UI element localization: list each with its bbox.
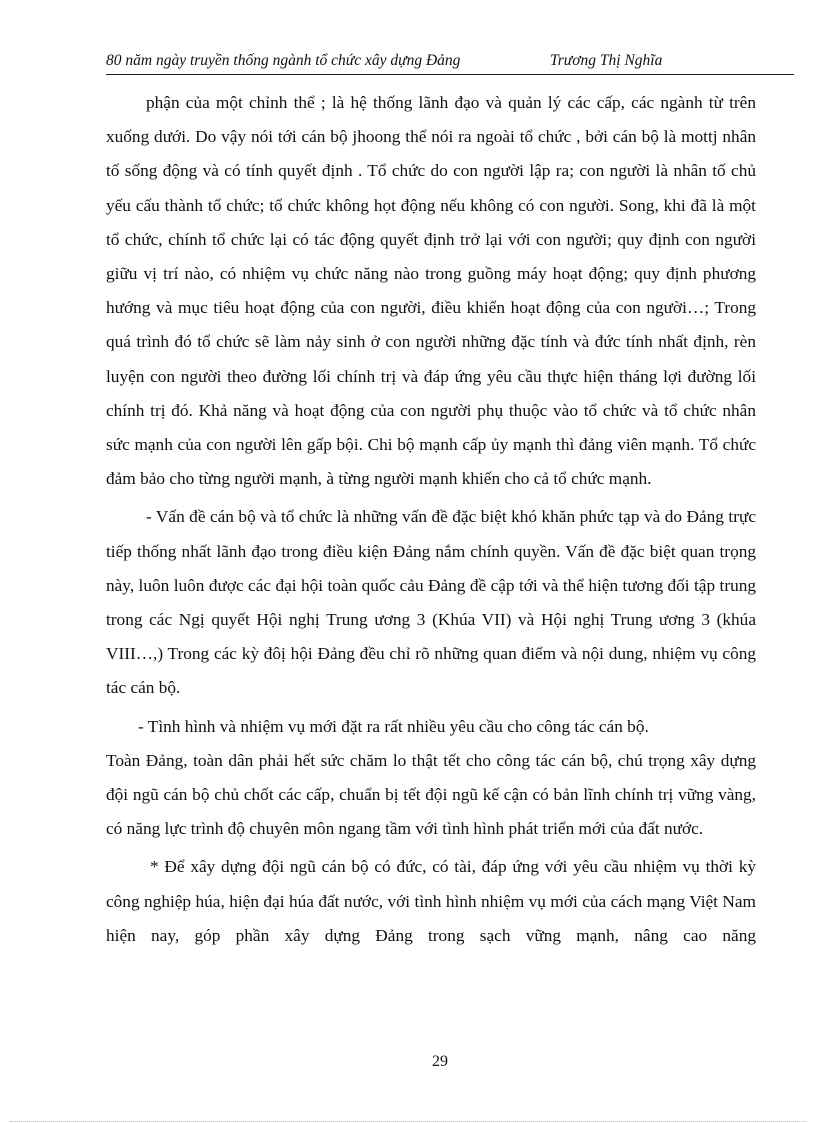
running-header	[106, 50, 794, 75]
header-title: 80 năm ngày truyền thống ngành tổ chức xây dựng Đảng	[106, 52, 461, 69]
page-number: 29	[432, 1053, 448, 1070]
paragraph-cadre-issues: - Vấn đề cán bộ và tổ chức là những vấn đề đặc biệt khó khăn phức tạp và do Đảng trực tiếp thống nhất lãnh đạo trong điều kiện Đảng nắm chính quyền. Vấn đề đặc biệt quan trọng này, luôn luôn được các đại hội toàn quốc cảu Đảng đề cập tới và thể hiện tương đối tập trung trong các Ngị quyết Hội nghị Trung ương 3 (Khúa VII) và Hội nghị Trung ương 3 (khúa VIII…,) Trong các kỳ đôị hội Đảng đều chỉ rõ những quan điểm và nội dung, nhiệm vụ công tác cán bộ.	[106, 507, 756, 698]
paragraph-organization-role: phận của một chỉnh thể ; là hệ thống lãnh đạo và quản lý các cấp, các ngành từ trên xuống dưới. Do vậy nói tới cán bộ jhoong thể nói ra ngoài tổ chức , bởi cán bộ là mottj nhân tố sống động và có tính quyết định . Tổ chức do con người lập ra; con người là nhân tố chủ yếu cấu thành tổ chức; tổ chức không họt động nếu không có con người. Song, khi đã là một tổ chức, chính tổ chức lại có tác động quyết định trở lại với con người; quy định con người giữu vị trí nào, có nhiệm vụ chức năng nào trong guồng máy hoạt động; quy định phương hướng và mục tiêu hoạt động của con người, điều khiển hoạt động của con người…; Trong quá trình đó tổ chức sẽ làm nảy sinh ở con người những đặc tính và đức tính nhất định, rèn luyện con người theo đường lối chính trị và đáp ứng yêu cầu thực hiện tháng lợi đường lối chính trị đó. Khả năng và hoạt động của con người phụ thuộc vào tổ chức và tổ chức nhân sức mạnh của con người lên gấp bội. Chi bộ mạnh cấp ủy mạnh thì đảng viên mạnh. Tổ chức đảm bảo cho từng người mạnh, à từng người mạnh khiến cho cả tổ chức mạnh.	[106, 93, 756, 489]
paragraph-new-tasks: - Tình hình và nhiệm vụ mới đặt ra rất nhiều yêu cầu cho công tác cán bộ.	[138, 716, 649, 736]
paragraph-build-cadre-team: * Để xây dựng đội ngũ cán bộ có đức, có tài, đáp ứng với yêu cầu nhiệm vụ thời kỳ công nghiệp húa, hiện đại húa đất nước, với tình hình nhiệm vụ mới của cách mạng Việt Nam hiện nay, góp phần xây dựng Đảng trong sạch vững mạnh, nâng cao năng	[106, 857, 756, 945]
page-bottom-divider	[10, 1121, 806, 1122]
header-author: Trương Thị Nghĩa	[550, 52, 663, 69]
paragraph-whole-party: Toàn Đảng, toàn dân phải hết sức chăm lo thật tết cho công tác cán bộ, chú trọng xây dựng đội ngũ cán bộ chủ chốt các cấp, chuẩn bị tết đội ngũ kế cận có bản lĩnh chính trị vững vàng, có năng lực trình độ chuyên môn ngang tầm với tình hình phát triển mới của đất nước.	[106, 750, 756, 839]
document-body	[106, 86, 756, 953]
